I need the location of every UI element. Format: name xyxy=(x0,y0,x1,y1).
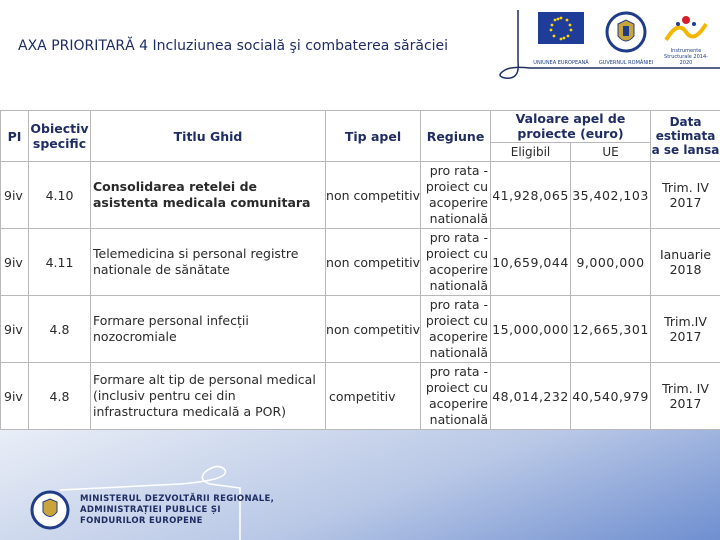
eu-caption: UNIUNEA EUROPEANĂ xyxy=(533,60,589,66)
cell-objective: 4.8 xyxy=(29,296,91,363)
header-call-type: Tip apel xyxy=(326,111,421,162)
page-title: AXA PRIORITARĂ 4 Incluziunea socială şi combaterea sărăciei xyxy=(18,38,449,54)
cell-region: pro rata - proiect cu acoperire natională xyxy=(421,162,491,229)
ministry-line-2: ADMINISTRAȚIEI PUBLICE ȘI xyxy=(80,505,221,515)
cell-pi: 9iv xyxy=(1,296,29,363)
cell-region: pro rata - proiect cu acoperire natională xyxy=(421,229,491,296)
cell-objective: 4.11 xyxy=(29,229,91,296)
ministry-line-3: FONDURILOR EUROPENE xyxy=(80,516,203,526)
ministry-name xyxy=(80,494,274,527)
cell-date: Trim. IV 2017 xyxy=(651,162,720,229)
cell-objective: 4.10 xyxy=(29,162,91,229)
cell-guide: Consolidarea retelei de asistenta medicala comunitara xyxy=(91,162,326,229)
ministry-line-1: MINISTERUL DEZVOLTĂRII REGIONALE, xyxy=(80,494,275,504)
header-objective: Obiectiv specific xyxy=(29,111,91,162)
header-region: Regiune xyxy=(421,111,491,162)
header-pi: PI xyxy=(1,111,29,162)
cell-eligible: 41,928,065 xyxy=(491,162,571,229)
cell-call-type: non competitiv xyxy=(326,296,421,363)
cell-call-type: competitiv xyxy=(326,363,421,430)
cell-pi: 9iv xyxy=(1,162,29,229)
cell-ue: 9,000,000 xyxy=(571,229,651,296)
cell-guide: Formare alt tip de personal medical (inclusiv pentru cei din infrastructura medicală a POR) xyxy=(91,363,326,430)
header-guide: Titlu Ghid xyxy=(91,111,326,162)
cell-ue: 35,402,103 xyxy=(571,162,651,229)
cell-pi: 9iv xyxy=(1,229,29,296)
structural-instruments-caption: Instrumente Structurale 2014-2020 xyxy=(664,48,708,66)
cell-eligible: 10,659,044 xyxy=(491,229,571,296)
cell-objective: 4.8 xyxy=(29,363,91,430)
header-date: Data estimata a se lansa xyxy=(651,111,720,162)
cell-date: Ianuarie 2018 xyxy=(651,229,720,296)
header-eligible: Eligibil xyxy=(491,142,571,161)
cell-eligible: 15,000,000 xyxy=(491,296,571,363)
cell-eligible: 48,014,232 xyxy=(491,363,571,430)
header-ue: UE xyxy=(571,142,651,161)
header-value: Valoare apel de proiecte (euro) xyxy=(491,111,651,143)
cell-call-type: non competitiv xyxy=(326,162,421,229)
ministry-emblem-icon xyxy=(30,490,70,530)
cell-date: Trim.IV 2017 xyxy=(651,296,720,363)
cell-ue: 12,665,301 xyxy=(571,296,651,363)
cell-guide: Formare personal infecții nozocromiale xyxy=(91,296,326,363)
cell-pi: 9iv xyxy=(1,363,29,430)
cell-region: pro rata - proiect cu acoperire natională xyxy=(421,363,491,430)
government-caption: GUVERNUL ROMÂNIEI xyxy=(598,60,654,66)
cell-call-type: non competitiv xyxy=(326,229,421,296)
cell-guide: Telemedicina si personal registre nationale de sănătate xyxy=(91,229,326,296)
cell-region: pro rata - proiect cu acoperire natională xyxy=(421,296,491,363)
cell-date: Trim. IV 2017 xyxy=(651,363,720,430)
cell-ue: 40,540,979 xyxy=(571,363,651,430)
